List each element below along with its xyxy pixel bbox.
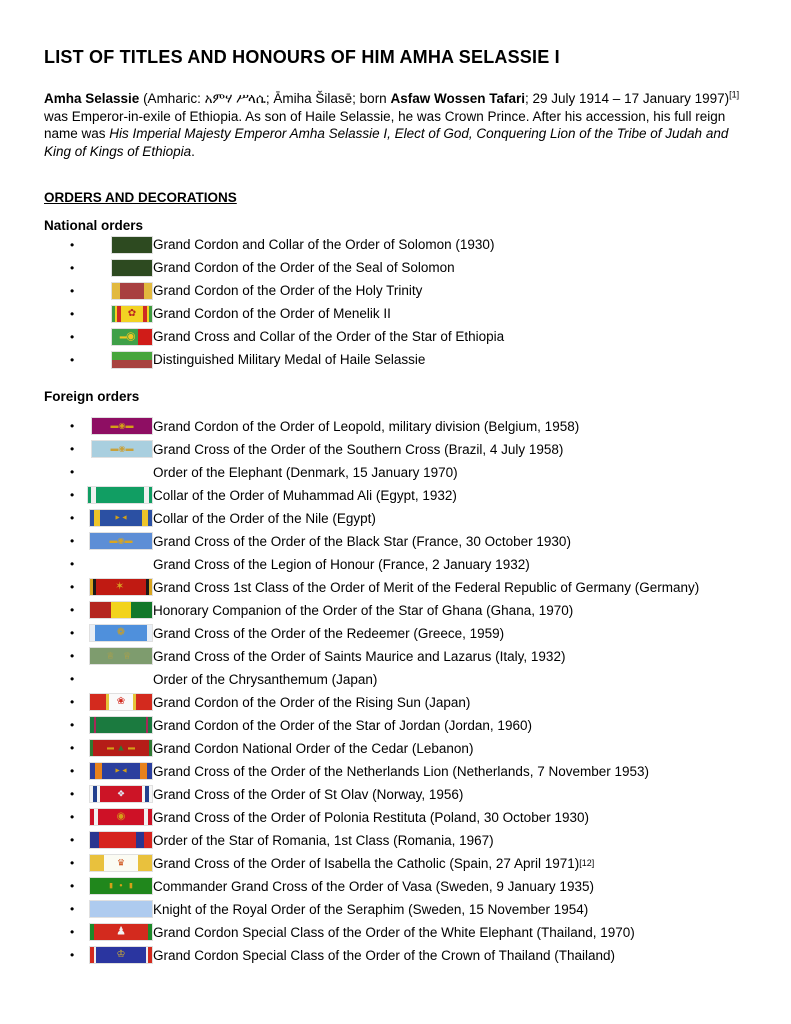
order-label: Grand Cordon National Order of the Cedar (Lebanon) [153, 740, 474, 756]
ribbon-slot [80, 418, 152, 434]
order-of-netherlands-lion-ribbon-emblem: ►◄ [114, 767, 128, 775]
order-label: Grand Cross of the Order of Saints Maurice and Lazarus (Italy, 1932) [153, 648, 566, 664]
bullet-icon: • [70, 442, 75, 456]
order-of-seal-of-solomon-ribbon [112, 260, 152, 276]
order-label: Knight of the Royal Order of the Seraphim (Sweden, 15 November 1954) [153, 901, 589, 917]
ribbon-stripe [90, 901, 152, 917]
bullet-icon: • [70, 787, 75, 801]
intro-text-2: ; 29 July 1914 – 17 January 1997) [525, 91, 730, 106]
order-of-netherlands-lion-ribbon [90, 763, 152, 779]
ribbon-slot [80, 283, 152, 299]
order-list-item [44, 530, 751, 553]
order-label: Distinguished Military Medal of Haile Selassie [153, 352, 426, 367]
ribbon-stripe [121, 306, 143, 322]
order-of-saints-maurice-and-lazarus-ribbon-emblem: ♕ [123, 650, 132, 661]
bullet-icon: • [70, 764, 75, 778]
bullet-icon: • [70, 948, 75, 962]
bullet-icon: • [70, 488, 75, 502]
ribbon-slot [80, 924, 152, 940]
order-of-vasa-ribbon-emblem: ▮ [128, 882, 133, 890]
ribbon-slot [80, 717, 152, 733]
ribbon-slot [80, 441, 152, 457]
ribbon-stripe [148, 947, 152, 963]
ribbon-stripe [104, 855, 137, 871]
national-order-of-the-cedar-ribbon-emblem: ▬ [106, 744, 114, 752]
ribbon-slot [80, 510, 152, 526]
order-of-star-of-ethiopia-ribbon-emblem: ▬ [119, 333, 127, 340]
bullet-icon: • [70, 833, 75, 847]
ribbon-stripe [144, 832, 152, 848]
ribbon-stripe [95, 763, 102, 779]
bullet-icon: • [70, 329, 75, 344]
order-of-menelik-ii-ribbon-emblem: ✿ [127, 307, 137, 319]
order-list-item [44, 944, 751, 967]
order-of-polonia-restituta-ribbon [90, 809, 152, 825]
order-of-crown-of-thailand-ribbon [90, 947, 152, 963]
ribbon-stripe [112, 360, 152, 368]
order-of-menelik-ii-ribbon [112, 306, 152, 322]
order-of-star-of-ghana-ribbon [90, 602, 152, 618]
ribbon-slot [80, 306, 152, 322]
bullet-icon: • [70, 237, 75, 252]
bullet-icon: • [70, 352, 75, 367]
ribbon-stripe [111, 602, 132, 618]
order-list-item [44, 507, 751, 530]
ribbon-stripe [94, 924, 148, 940]
ribbon-stripe [90, 602, 111, 618]
ribbon-stripe [147, 763, 152, 779]
order-list-item [44, 233, 751, 256]
order-list-item [44, 714, 751, 737]
bullet-icon: • [70, 557, 75, 571]
order-of-white-elephant-ribbon [90, 924, 152, 940]
order-list-item [44, 806, 751, 829]
page-title: LIST OF TITLES AND HONOURS OF HIM AMHA SELASSIE I [44, 47, 560, 67]
order-list-item [44, 348, 751, 371]
bullet-icon: • [70, 695, 75, 709]
ribbon-stripe [92, 441, 152, 457]
order-of-leopold-ribbon [92, 418, 152, 434]
bullet-icon: • [70, 511, 75, 525]
order-of-star-of-ethiopia-ribbon-emblem: ◉ [125, 330, 136, 342]
order-list-item [44, 599, 751, 622]
national-orders-list [44, 233, 751, 371]
order-of-isabella-the-catholic-ribbon [90, 855, 152, 871]
order-list-item [44, 898, 751, 921]
order-of-southern-cross-ribbon [92, 441, 152, 457]
order-label: Grand Cordon of the Order of the Rising Sun (Japan) [153, 694, 471, 710]
order-of-star-of-ethiopia-ribbon [112, 329, 152, 345]
reign-name: His Imperial Majesty Emperor Amha Selassie I, Elect of God, Conquering Lion of the Tribe of Judah and King of Kings of Ethiopia [44, 126, 729, 159]
ribbon-slot [80, 237, 152, 253]
order-of-vasa-ribbon-emblem: ▮ [109, 882, 114, 890]
order-of-white-elephant-ribbon-emblem: ♟ [116, 925, 126, 938]
bullet-icon: • [70, 902, 75, 916]
intro-paragraph [44, 90, 750, 160]
ribbon-slot [80, 487, 152, 503]
intro-text-4: . [191, 143, 195, 159]
order-list-item [44, 438, 751, 461]
order-label: Grand Cordon and Collar of the Order of Solomon (1930) [153, 237, 495, 252]
order-of-star-of-jordan-ribbon [90, 717, 152, 733]
intro-text-1: (Amharic: አምሃ ሥላሴ; Āmiha Šilasē; born [139, 91, 391, 106]
order-label: Grand Cordon Special Class of the Order of the Crown of Thailand (Thailand) [153, 947, 615, 963]
order-list-item [44, 921, 751, 944]
ribbon-stripe [112, 329, 138, 345]
order-list-item [44, 325, 751, 348]
ribbon-slot [80, 625, 152, 641]
ribbon-stripe [96, 947, 146, 963]
order-label: Order of the Star of Romania, 1st Class (Romania, 1967) [153, 832, 494, 848]
ribbon-slot [80, 947, 152, 963]
ribbon-slot [80, 352, 152, 368]
ribbon-slot [80, 878, 152, 894]
subsection-heading-national-orders: National orders [44, 217, 144, 233]
order-label: Commander Grand Cross of the Order of Vasa (Sweden, 9 January 1935) [153, 878, 594, 894]
ribbon-stripe [90, 878, 152, 894]
bullet-icon: • [70, 580, 75, 594]
bullet-icon: • [70, 260, 75, 275]
birth-name: Asfaw Wossen Tafari [390, 91, 525, 106]
bullet-icon: • [70, 741, 75, 755]
order-list-item [44, 829, 751, 852]
order-label: Grand Cross of the Order of the Southern Cross (Brazil, 4 July 1958) [153, 441, 564, 457]
bullet-icon: • [70, 718, 75, 732]
ribbon-slot [80, 671, 152, 687]
order-list-item [44, 484, 751, 507]
order-list-item [44, 737, 751, 760]
order-list-item [44, 760, 751, 783]
order-of-redeemer-ribbon [90, 625, 152, 641]
order-label: Grand Cross and Collar of the Order of the Star of Ethiopia [153, 329, 505, 344]
order-list-item [44, 553, 751, 576]
ribbon-stripe [131, 602, 152, 618]
ribbon-stripe [149, 487, 152, 503]
ribbon-stripe [149, 740, 152, 756]
order-label: Grand Cross of the Order of St Olav (Norway, 1956) [153, 786, 464, 802]
ribbon-stripe [138, 329, 152, 345]
order-of-st-olav-ribbon-emblem: ❖ [116, 788, 126, 799]
ribbon-slot [80, 809, 152, 825]
ribbon-stripe [100, 510, 142, 526]
bullet-icon: • [70, 649, 75, 663]
order-label: Grand Cordon Special Class of the Order of the White Elephant (Thailand, 1970) [153, 924, 635, 940]
ribbon-stripe [112, 352, 152, 360]
order-of-saints-maurice-and-lazarus-ribbon [90, 648, 152, 664]
order-label: Grand Cross of the Order of Isabella the Catholic (Spain, 27 April 1971) [153, 855, 580, 871]
order-of-vasa-ribbon [90, 878, 152, 894]
order-list-item [44, 622, 751, 645]
order-list-item [44, 668, 751, 691]
bullet-icon: • [70, 925, 75, 939]
order-label: Grand Cordon of the Order of the Holy Trinity [153, 283, 423, 298]
ribbon-stripe [90, 694, 106, 710]
order-list-item [44, 302, 751, 325]
order-of-saints-maurice-and-lazarus-ribbon-emblem: ♕ [106, 650, 115, 661]
order-of-rising-sun-ribbon [90, 694, 152, 710]
ribbon-stripe [149, 306, 152, 322]
order-list-item [44, 256, 751, 279]
footnote-ref-1: [1] [729, 89, 740, 100]
order-label: Collar of the Order of Muhammad Ali (Egypt, 1932) [153, 487, 457, 503]
ribbon-stripe [96, 487, 144, 503]
ribbon-stripe [90, 648, 152, 664]
order-of-polonia-restituta-ribbon-emblem: ◉ [116, 811, 126, 822]
order-list-item [44, 875, 751, 898]
order-of-solomon-ribbon [112, 237, 152, 253]
ribbon-slot [80, 602, 152, 618]
national-order-of-the-cedar-ribbon-emblem: ▲ [116, 742, 126, 753]
bullet-icon: • [70, 603, 75, 617]
subsection-heading-foreign-orders: Foreign orders [44, 389, 140, 404]
bullet-icon: • [70, 465, 75, 479]
order-of-leopold-ribbon-emblem: ▬◉▬ [110, 421, 134, 430]
order-label: Grand Cross of the Order of the Netherlands Lion (Netherlands, 7 November 1953) [153, 763, 650, 779]
order-list-item [44, 645, 751, 668]
ribbon-slot [80, 464, 152, 480]
ribbon-stripe [149, 786, 152, 802]
bullet-icon: • [70, 626, 75, 640]
ribbon-stripe [90, 855, 104, 871]
bullet-icon: • [70, 306, 75, 321]
ribbon-slot [80, 901, 152, 917]
order-label: Grand Cross of the Order of the Redeemer (Greece, 1959) [153, 625, 505, 641]
section-heading-orders-and-decorations: ORDERS AND DECORATIONS [44, 190, 237, 205]
military-medal-of-haile-selassie-ribbon [112, 352, 152, 368]
order-of-vasa-ribbon-emblem: • [119, 880, 123, 891]
ribbon-stripe [120, 283, 145, 299]
order-of-muhammad-ali-ribbon [88, 487, 152, 503]
ribbon-slot [80, 855, 152, 871]
ribbon-stripe [96, 717, 146, 733]
order-label: Grand Cordon of the Order of the Star of Jordan (Jordan, 1960) [153, 717, 532, 733]
ribbon-stripe [99, 832, 136, 848]
order-of-merit-germany-ribbon-emblem: ✶ [115, 580, 125, 593]
ribbon-stripe [90, 533, 152, 549]
order-label: Grand Cordon of the Order of the Seal of Solomon [153, 260, 455, 275]
order-of-southern-cross-ribbon-emblem: ▬◉▬ [110, 444, 134, 453]
foreign-orders-list [44, 415, 751, 967]
order-list-item [44, 691, 751, 714]
order-of-star-of-romania-ribbon [90, 832, 152, 848]
order-label: Order of the Chrysanthemum (Japan) [153, 671, 378, 687]
order-of-holy-trinity-ribbon [112, 283, 152, 299]
ribbon-stripe [102, 763, 141, 779]
bullet-icon: • [70, 672, 75, 686]
bullet-icon: • [70, 534, 75, 548]
order-of-merit-germany-ribbon [90, 579, 152, 595]
subject-name: Amha Selassie [44, 91, 140, 106]
ribbon-stripe [148, 510, 152, 526]
ribbon-stripe [112, 237, 152, 253]
ribbon-stripe [148, 717, 152, 733]
ribbon-slot [80, 832, 152, 848]
bullet-icon: • [70, 856, 75, 870]
ribbon-stripe [144, 283, 152, 299]
ribbon-slot [80, 694, 152, 710]
ribbon-stripe [98, 809, 143, 825]
ribbon-slot [80, 579, 152, 595]
order-label: Order of the Elephant (Denmark, 15 January 1970) [153, 464, 458, 480]
ribbon-stripe [100, 786, 142, 802]
ribbon-slot [80, 329, 152, 345]
order-of-black-star-ribbon-emblem: ▬◉▬ [109, 536, 133, 545]
ribbon-stripe [136, 832, 144, 848]
ribbon-stripe [95, 625, 147, 641]
ribbon-stripe [90, 832, 99, 848]
order-label: Grand Cross of the Legion of Honour (France, 2 January 1932) [153, 556, 530, 572]
ribbon-stripe [93, 740, 149, 756]
national-order-of-the-cedar-ribbon [90, 740, 152, 756]
order-list-item: • ♛ Grand Cross of the Order of Isabella the Catholic (Spain, 27 April 1971) [12] [70, 855, 595, 871]
ribbon-stripe [148, 924, 152, 940]
order-list-item [44, 576, 751, 599]
order-label: Collar of the Order of the Nile (Egypt) [153, 510, 376, 526]
order-label: Honorary Companion of the Order of the Star of Ghana (Ghana, 1970) [153, 602, 574, 618]
ribbon-slot [80, 556, 152, 572]
national-order-of-the-cedar-ribbon-emblem: ▬ [128, 744, 136, 752]
ribbon-stripe [92, 418, 152, 434]
bullet-icon: • [70, 419, 75, 433]
order-of-rising-sun-ribbon-emblem: ❀ [116, 696, 126, 707]
ribbon-stripe [140, 763, 147, 779]
intro-text-3: was Emperor-in-exile of Ethiopia. As son of Haile Selassie, he was Crown Prince. After his accession, his full reign name was [44, 108, 726, 141]
ribbon-stripe [136, 694, 152, 710]
order-label: Grand Cross of the Order of the Black Star (France, 30 October 1930) [153, 533, 571, 549]
ribbon-stripe [138, 855, 152, 871]
ribbon-slot [80, 763, 152, 779]
order-of-crown-of-thailand-ribbon-emblem: ♔ [116, 949, 126, 960]
order-of-redeemer-ribbon-emblem: ❁ [116, 627, 126, 638]
ribbon-slot [80, 740, 152, 756]
bullet-icon: • [70, 810, 75, 824]
ribbon-slot [80, 786, 152, 802]
order-label: Grand Cross 1st Class of the Order of Merit of the Federal Republic of Germany (Germany) [153, 579, 700, 595]
ribbon-stripe [109, 694, 133, 710]
order-of-st-olav-ribbon [90, 786, 152, 802]
order-list-item [44, 783, 751, 806]
order-label: Grand Cross of the Order of Polonia Restituta (Poland, 30 October 1930) [153, 809, 589, 825]
ribbon-stripe [96, 579, 145, 595]
order-of-the-nile-ribbon-emblem: ►◄ [114, 514, 128, 522]
ribbon-stripe [147, 625, 152, 641]
ribbon-stripe [112, 283, 120, 299]
order-of-the-nile-ribbon [90, 510, 152, 526]
ribbon-stripe [148, 809, 152, 825]
order-list-item [44, 415, 751, 438]
bullet-icon: • [70, 283, 75, 298]
ribbon-slot [80, 648, 152, 664]
order-list-item [44, 279, 751, 302]
bullet-icon: • [70, 879, 75, 893]
order-of-black-star-ribbon [90, 533, 152, 549]
order-label: Grand Cordon of the Order of Leopold, military division (Belgium, 1958) [153, 418, 580, 434]
ribbon-slot [80, 533, 152, 549]
ribbon-stripe [149, 579, 152, 595]
order-list-item [44, 461, 751, 484]
ribbon-slot [80, 260, 152, 276]
order-label: Grand Cordon of the Order of Menelik II [153, 306, 391, 321]
order-of-isabella-the-catholic-ribbon-emblem: ♛ [116, 857, 126, 868]
ribbon-stripe [112, 260, 152, 276]
royal-order-of-seraphim-ribbon [90, 901, 152, 917]
